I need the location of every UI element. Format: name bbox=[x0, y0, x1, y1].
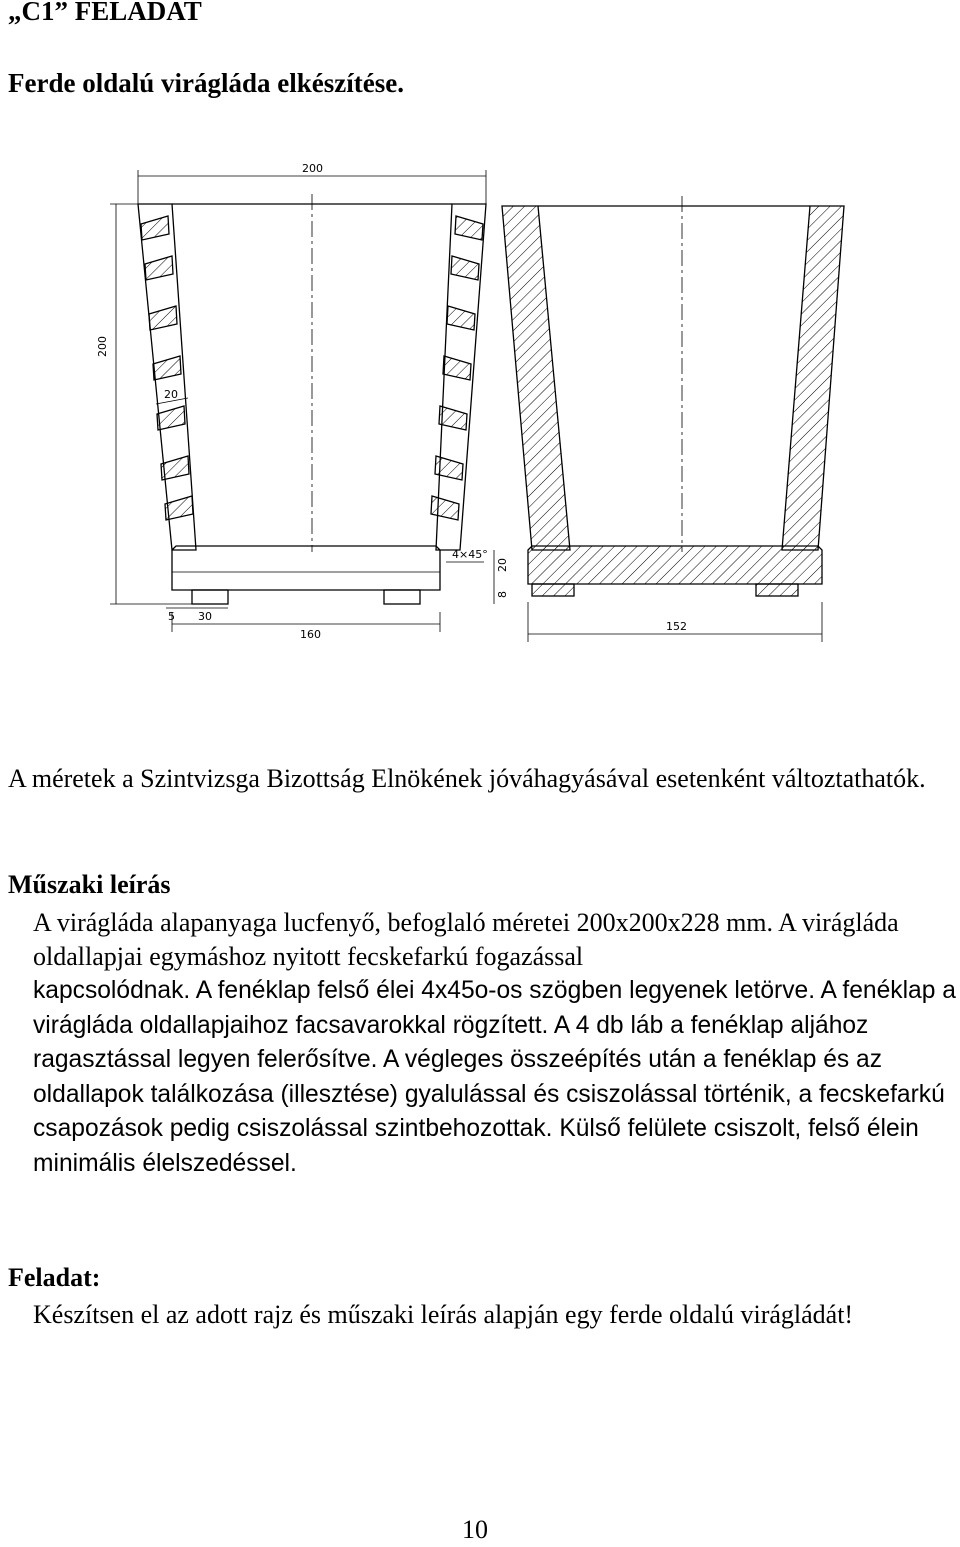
dim-foot-offset: 5 bbox=[168, 610, 175, 623]
note-text: A méretek a Szintvizsga Bizottság Elnökének jóváhagyásával esetenként változtathatók. bbox=[8, 764, 926, 793]
section-view bbox=[502, 196, 844, 596]
dim-height: 200 bbox=[96, 336, 109, 357]
section-left-wall bbox=[502, 206, 570, 550]
page-number: 10 bbox=[462, 1515, 488, 1544]
dim-bottom-width-left: 160 bbox=[300, 628, 321, 641]
subtitle: Ferde oldalú virágláda elkészítése. bbox=[8, 68, 404, 98]
dim-bottom-width-right: 152 bbox=[666, 620, 687, 633]
specs-heading: Műszaki leírás bbox=[8, 870, 171, 899]
dim-slat: 20 bbox=[164, 388, 178, 401]
front-view bbox=[138, 194, 486, 604]
task-text: Készítsen el az adott rajz és műszaki leírás alapján egy ferde oldalú virágládát! bbox=[33, 1300, 854, 1329]
front-view-dimensions bbox=[110, 170, 494, 632]
dovetail-teeth-right bbox=[431, 216, 483, 520]
dim-foot-height: 8 bbox=[496, 591, 509, 598]
dovetail-teeth-left bbox=[141, 216, 193, 520]
dim-chamfer: 4×45° bbox=[452, 548, 488, 561]
dim-top-width: 200 bbox=[302, 162, 323, 175]
task-heading: Feladat: bbox=[8, 1263, 101, 1292]
section-right-wall bbox=[782, 206, 844, 550]
section-base bbox=[528, 546, 822, 584]
page-title: „C1” FELADAT bbox=[8, 0, 202, 26]
specs-text-part1: A virágláda alapanyaga lucfenyő, befoglaló méretei 200x200x228 mm. A virágláda oldallapjai egymáshoz nyitott fecskefarkú fogazással bbox=[33, 908, 899, 971]
dim-base-thickness: 20 bbox=[496, 558, 509, 572]
specs-text-part2: kapcsolódnak. A fenéklap felső élei 4x45o-os szögben legyenek letörve. A fenéklap a virágláda oldallapjaihoz facsavarokkal rögzített. A 4 db láb a fenéklap aljához ragasztással legyen felerősítve. A végleges összeépítés után a fenéklap és az oldallapok találkozása (illesztése) gyalulással és csiszolással történik, a fecskefarkú csapozások pedig csiszolással szintbehozottak. Külső felülete csiszolt, felső élein minimális élelszedéssel. bbox=[33, 977, 956, 1177]
dim-foot-width: 30 bbox=[198, 610, 212, 623]
technical-drawing bbox=[92, 152, 862, 652]
